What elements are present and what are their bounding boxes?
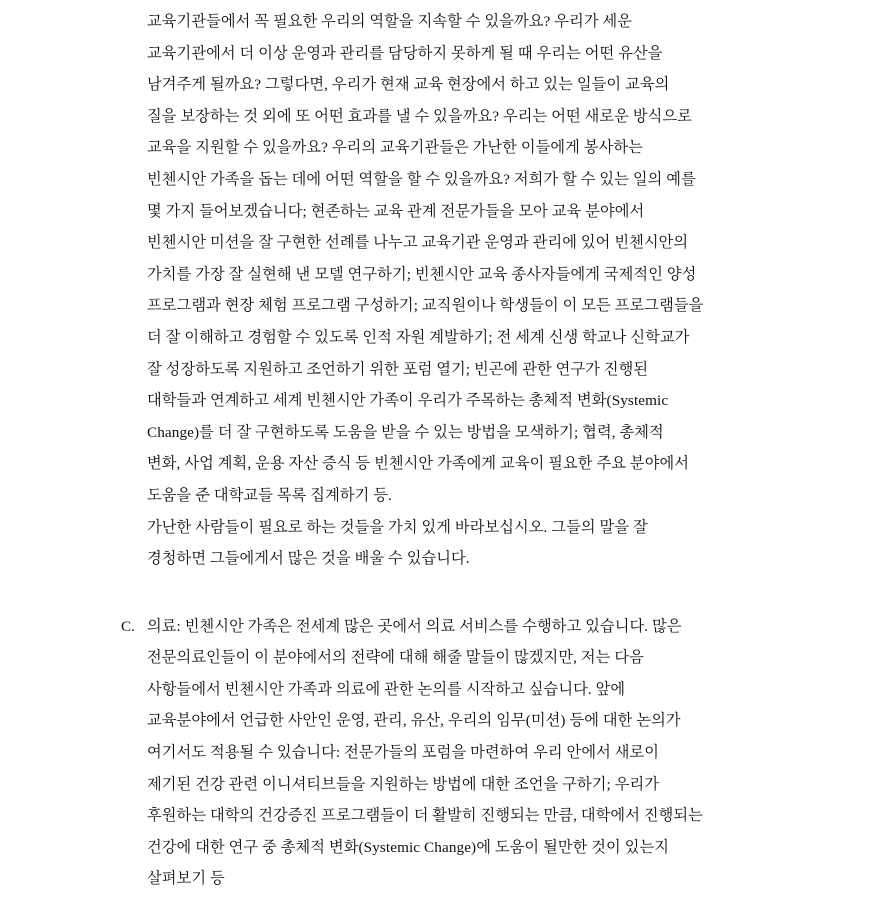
section-c-body	[147, 611, 843, 895]
text-line: 전문의료인들이 이 분야에서의 전략에 대해 해줄 말들이 많겠지만, 저는 다음	[147, 649, 644, 667]
text-line: Change)를 더 잘 구현하도록 도움을 받을 수 있는 방법을 모색하기; 협력, 총체적	[147, 423, 664, 441]
text-line: 살펴보기 등	[147, 870, 225, 888]
text-line: 잘 성장하도록 지원하고 조언하기 위한 포럼 열기; 빈곤에 관한 연구가 진행된	[147, 360, 649, 378]
text-line: 건강에 대한 연구 중 총체적 변화(Systemic Change)에 도움이 될만한 것이 있는지	[147, 838, 670, 856]
text-line: 교육을 지원할 수 있을까요? 우리의 교육기관들은 가난한 이들에게 봉사하는	[147, 139, 643, 157]
text-line: 도움을 준 대학교들 목록 집계하기 등.	[147, 486, 392, 504]
section-c-marker: C.	[121, 617, 135, 635]
text-line: 교육기관에서 더 이상 운영과 관리를 담당하지 못하게 될 때 우리는 어떤 유산을	[147, 44, 663, 62]
text-line: 프로그램과 현장 체험 프로그램 구성하기; 교직원이나 학생들이 이 모든 프로그램들을	[147, 297, 704, 315]
section-b-closing-paragraph	[147, 512, 843, 575]
text-line: 사항들에서 빈첸시안 가족과 의료에 관한 논의를 시작하고 싶습니다. 앞에	[147, 680, 626, 698]
text-line: 질을 보장하는 것 외에 또 어떤 효과를 낼 수 있을까요? 우리는 어떤 새로운 방식으로	[147, 107, 692, 125]
text-line: 경청하면 그들에게서 많은 것을 배울 수 있습니다.	[147, 550, 470, 568]
text-line: 대학들과 연계하고 세계 빈첸시안 가족이 우리가 주목하는 총체적 변화(Systemic	[147, 392, 669, 410]
paragraph	[147, 512, 843, 575]
paragraph	[147, 611, 843, 895]
text-line: 후원하는 대학의 건강증진 프로그램들이 더 활발히 진행되는 만큼, 대학에서 진행되는	[147, 807, 703, 825]
text-line: 여기서도 적용될 수 있습니다: 전문가들의 포럼을 마련하여 우리 안에서 새로이	[147, 744, 660, 762]
text-line: 의료: 빈첸시안 가족은 전세계 많은 곳에서 의료 서비스를 수행하고 있습니다. 많은	[147, 617, 682, 635]
paragraph	[147, 6, 843, 512]
text-line: 빈첸시안 가족을 돕는 데에 어떤 역할을 할 수 있을까요? 저희가 할 수 있는 일의 예를	[147, 170, 696, 188]
text-line: 빈첸시안 미션을 잘 구현한 선례를 나누고 교육기관 운영과 관리에 있어 빈첸시안의	[147, 234, 689, 252]
text-line: 가치를 가장 잘 실현해 낸 모델 연구하기; 빈첸시안 교육 종사자들에게 국제적인 양성	[147, 265, 697, 283]
text-line: 교육분야에서 언급한 사안인 운영, 관리, 유산, 우리의 임무(미션) 등에 대한 논의가	[147, 712, 681, 730]
text-line: 가난한 사람들이 필요로 하는 것들을 가치 있게 바라보십시오. 그들의 말을 잘	[147, 518, 648, 536]
section-c	[121, 611, 843, 895]
text-line: 더 잘 이해하고 경험할 수 있도록 인적 자원 계발하기; 전 세계 신생 학교나 신학교가	[147, 328, 690, 346]
text-line: 교육기관들에서 꼭 필요한 우리의 역할을 지속할 수 있을까요? 우리가 세운	[147, 13, 633, 30]
text-line: 변화, 사업 계획, 운용 자산 증식 등 빈첸시안 가족에게 교육이 필요한 주요 분야에서	[147, 455, 690, 473]
text-line: 남겨주게 될까요? 그렇다면, 우리가 현재 교육 현장에서 하고 있는 일들이 교육의	[147, 76, 670, 94]
text-line: 제기된 건강 관련 이니셔티브들을 지원하는 방법에 대한 조언을 구하기; 우리가	[147, 775, 660, 793]
section-spacer	[40, 575, 843, 611]
section-b-continuation-paragraph	[147, 6, 843, 512]
text-line: 몇 가지 들어보겠습니다; 현존하는 교육 관계 전문가들을 모아 교육 분야에서	[147, 202, 645, 220]
